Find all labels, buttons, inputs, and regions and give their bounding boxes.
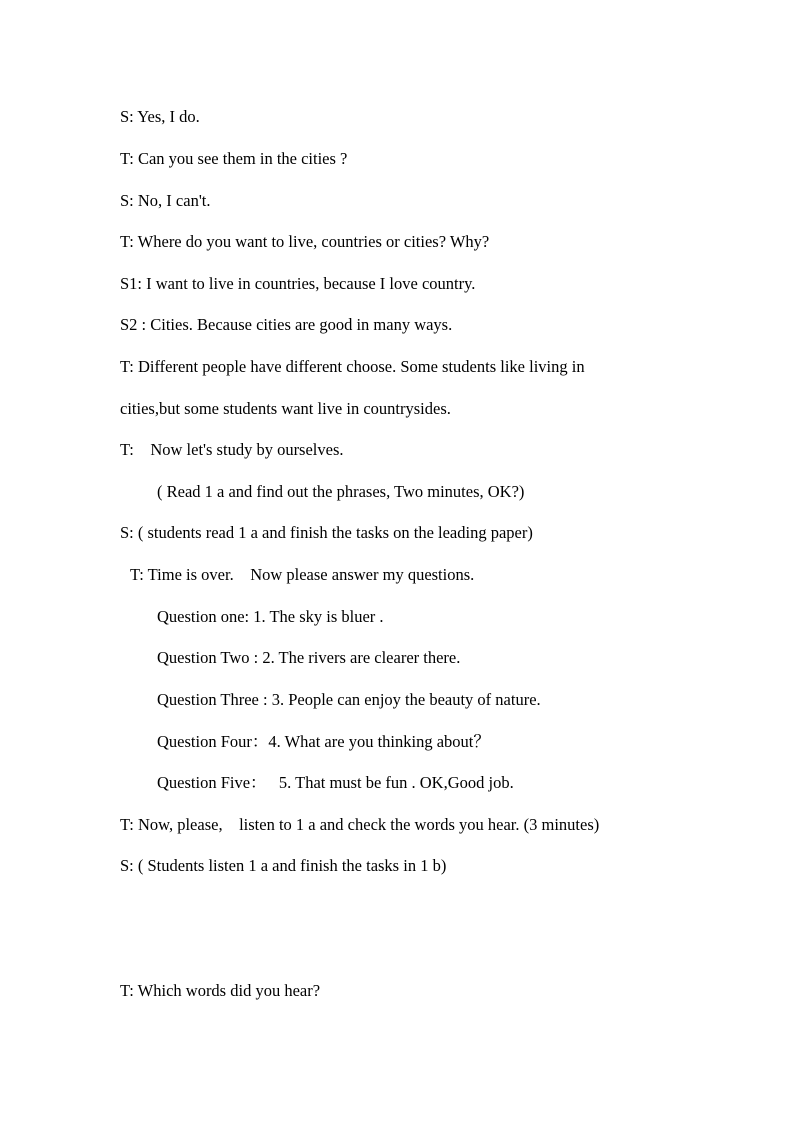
question-line: Question Two : 2. The rivers are clearer there. bbox=[157, 648, 461, 667]
dialogue-line: T: Where do you want to live, countries or cities? Why? bbox=[120, 232, 490, 251]
dialogue-line: T: Now, please, listen to 1 a and check the words you hear. (3 minutes) bbox=[120, 815, 600, 834]
question-line: Question Three : 3. People can enjoy the beauty of nature. bbox=[157, 690, 541, 709]
dialogue-line: T: Different people have different choose. Some students like living in bbox=[120, 357, 585, 376]
dialogue-line: T: Time is over. Now please answer my questions. bbox=[130, 565, 475, 584]
question-line: Question one: 1. The sky is bluer . bbox=[157, 607, 384, 626]
dialogue-line: S1: I want to live in countries, because I love country. bbox=[120, 274, 476, 293]
dialogue-line: cities,but some students want live in countrysides. bbox=[120, 399, 451, 418]
dialogue-line: S: Yes, I do. bbox=[120, 107, 200, 126]
dialogue-line: T: Now let's study by ourselves. bbox=[120, 440, 344, 459]
dialogue-line: S: ( Students listen 1 a and finish the tasks in 1 b) bbox=[120, 856, 447, 875]
dialogue-line: S2 : Cities. Because cities are good in many ways. bbox=[120, 315, 453, 334]
dialogue-line: ( Read 1 a and find out the phrases, Two minutes, OK?) bbox=[157, 482, 525, 501]
dialogue-line: S: No, I can't. bbox=[120, 191, 211, 210]
question-line: Question Four：4. What are you thinking about？ bbox=[157, 732, 490, 751]
question-line: Question Five： 5. That must be fun . OK,Good job. bbox=[157, 773, 514, 792]
dialogue-line: S: ( students read 1 a and finish the tasks on the leading paper) bbox=[120, 523, 533, 542]
dialogue-line: T: Which words did you hear? bbox=[120, 981, 321, 1000]
dialogue-line: T: Can you see them in the cities ? bbox=[120, 149, 348, 168]
